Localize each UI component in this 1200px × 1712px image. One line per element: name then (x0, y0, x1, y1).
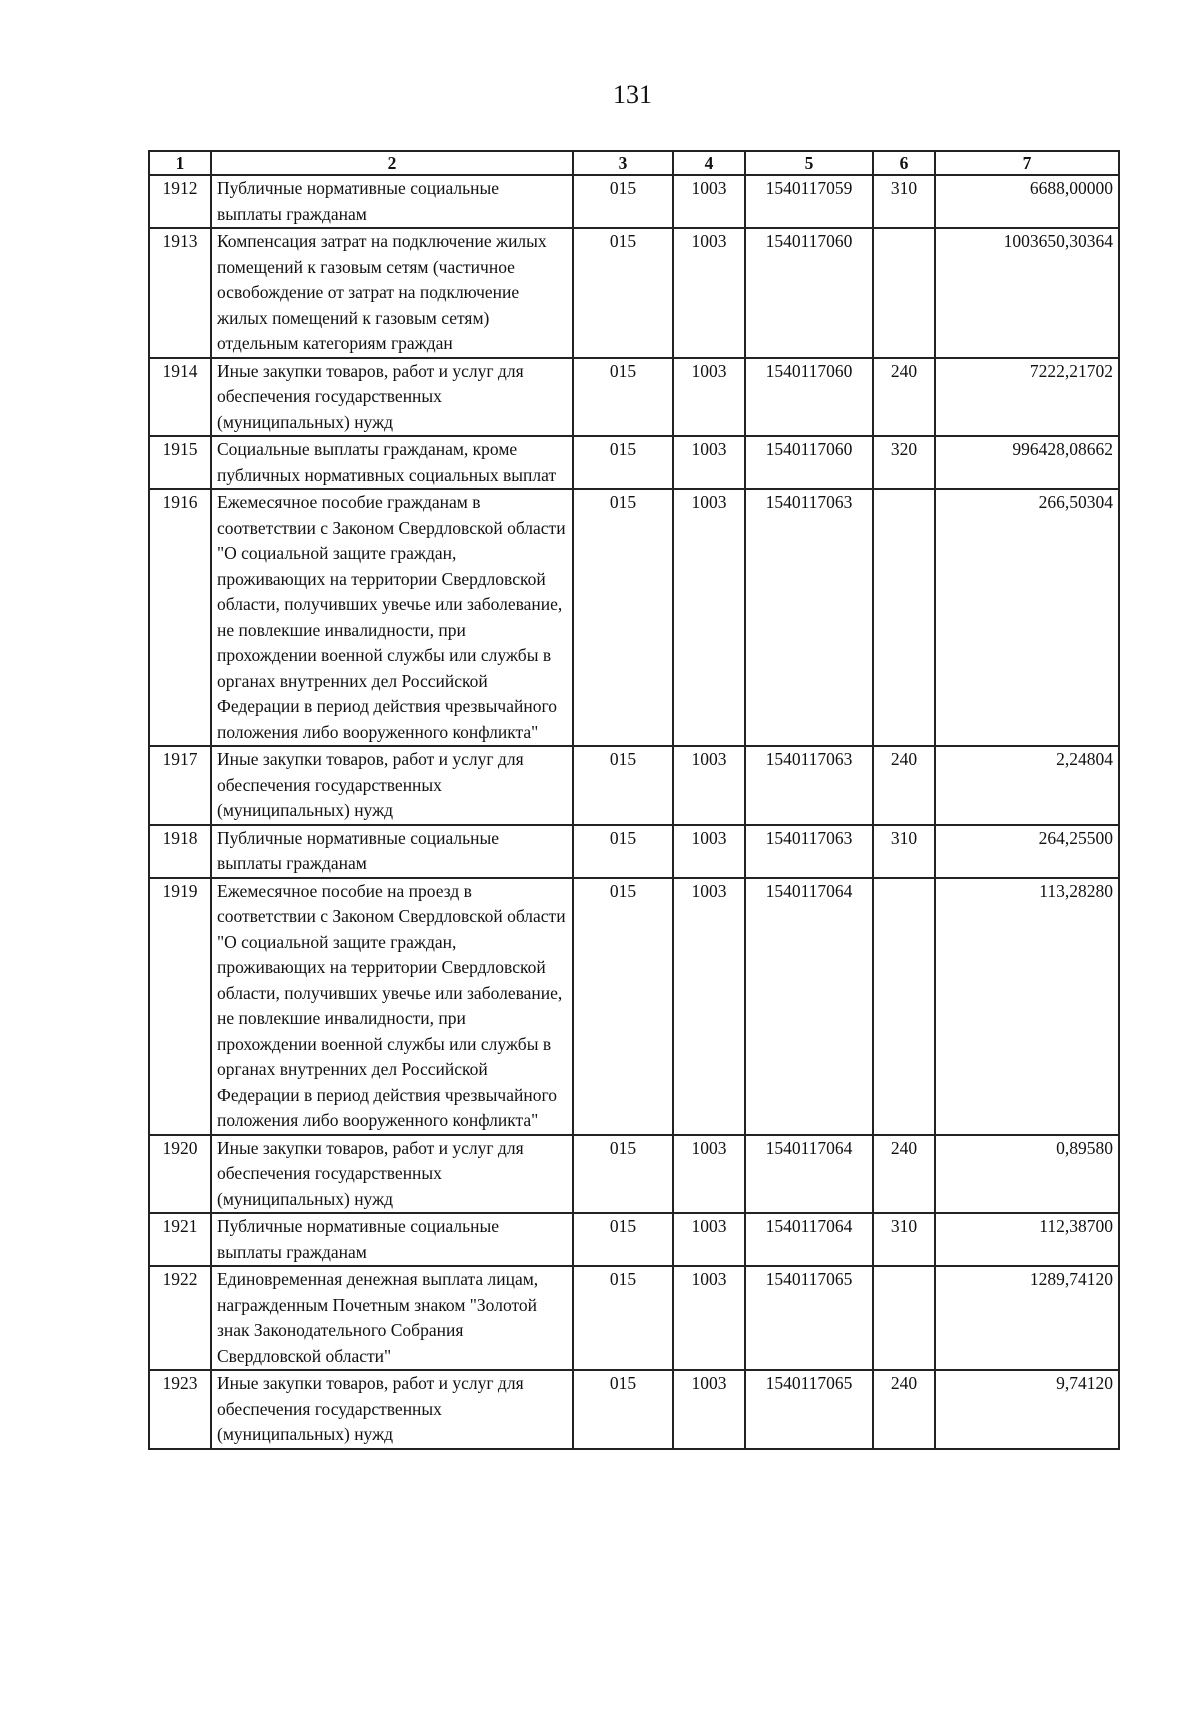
row-name: Ежемесячное пособие на проезд в соответствии с Законом Свердловской области "О социальной защите граждан, проживающих на территории Свердловской области, получивших увечье или заболевание, не повлекшие инвалидности, при прохождении военной службы или службы в органах внутренних дел Российской Федерации в период действия чрезвычайного положения либо вооруженного конфликта" (211, 878, 573, 1135)
row-amount: 2,24804 (935, 746, 1119, 825)
header-cell: 6 (873, 151, 935, 175)
row-code-6: 320 (873, 436, 935, 489)
row-code-4: 1003 (673, 228, 745, 358)
row-code-3: 015 (573, 1266, 673, 1370)
row-code-6 (873, 489, 935, 746)
row-number: 1919 (149, 878, 211, 1135)
row-code-5: 1540117059 (745, 175, 873, 228)
header-cell: 1 (149, 151, 211, 175)
row-code-4: 1003 (673, 1266, 745, 1370)
header-cell: 3 (573, 151, 673, 175)
row-amount: 6688,00000 (935, 175, 1119, 228)
header-cell: 4 (673, 151, 745, 175)
row-code-3: 015 (573, 436, 673, 489)
row-code-4: 1003 (673, 489, 745, 746)
row-code-3: 015 (573, 489, 673, 746)
row-amount: 1003650,30364 (935, 228, 1119, 358)
header-cell: 7 (935, 151, 1119, 175)
table-row (149, 436, 1119, 489)
row-code-6 (873, 228, 935, 358)
table-row (149, 175, 1119, 228)
table-row (149, 228, 1119, 358)
row-code-5: 1540117060 (745, 436, 873, 489)
header-cell: 5 (745, 151, 873, 175)
row-code-4: 1003 (673, 1135, 745, 1214)
table-row (149, 878, 1119, 1135)
row-code-3: 015 (573, 1370, 673, 1449)
row-amount: 266,50304 (935, 489, 1119, 746)
row-code-5: 1540117065 (745, 1370, 873, 1449)
row-number: 1917 (149, 746, 211, 825)
row-code-5: 1540117064 (745, 1213, 873, 1266)
row-amount: 0,89580 (935, 1135, 1119, 1214)
row-code-6 (873, 1266, 935, 1370)
row-number: 1922 (149, 1266, 211, 1370)
row-name: Компенсация затрат на подключение жилых помещений к газовым сетям (частичное освобождение от затрат на подключение жилых помещений к газовым сетям) отдельным категориям граждан (211, 228, 573, 358)
row-name: Иные закупки товаров, работ и услуг для обеспечения государственных (муниципальных) нужд (211, 746, 573, 825)
row-amount: 9,74120 (935, 1370, 1119, 1449)
row-code-4: 1003 (673, 1370, 745, 1449)
row-number: 1913 (149, 228, 211, 358)
row-name: Социальные выплаты гражданам, кроме публичных нормативных социальных выплат (211, 436, 573, 489)
row-code-4: 1003 (673, 878, 745, 1135)
row-amount: 1289,74120 (935, 1266, 1119, 1370)
row-name: Ежемесячное пособие гражданам в соответствии с Законом Свердловской области "О социальной защите граждан, проживающих на территории Свердловской области, получивших увечье или заболевание, не повлекшие инвалидности, при прохождении военной службы или службы в органах внутренних дел Российской Федерации в период действия чрезвычайного положения либо вооруженного конфликта" (211, 489, 573, 746)
row-number: 1920 (149, 1135, 211, 1214)
row-amount: 113,28280 (935, 878, 1119, 1135)
row-amount: 112,38700 (935, 1213, 1119, 1266)
row-code-3: 015 (573, 175, 673, 228)
row-code-6 (873, 878, 935, 1135)
table-row (149, 1266, 1119, 1370)
header-cell: 2 (211, 151, 573, 175)
row-name: Публичные нормативные социальные выплаты гражданам (211, 175, 573, 228)
row-number: 1923 (149, 1370, 211, 1449)
row-code-6: 310 (873, 825, 935, 878)
row-code-3: 015 (573, 358, 673, 437)
row-name: Иные закупки товаров, работ и услуг для обеспечения государственных (муниципальных) нужд (211, 1370, 573, 1449)
row-code-6: 240 (873, 1370, 935, 1449)
row-code-5: 1540117060 (745, 228, 873, 358)
row-code-3: 015 (573, 1135, 673, 1214)
row-code-6: 240 (873, 746, 935, 825)
row-amount: 7222,21702 (935, 358, 1119, 437)
table-row (149, 1213, 1119, 1266)
row-code-3: 015 (573, 228, 673, 358)
row-code-6: 240 (873, 358, 935, 437)
row-name: Иные закупки товаров, работ и услуг для обеспечения государственных (муниципальных) нужд (211, 1135, 573, 1214)
table-row (149, 746, 1119, 825)
row-code-3: 015 (573, 1213, 673, 1266)
row-code-5: 1540117065 (745, 1266, 873, 1370)
header-row (149, 151, 1119, 175)
row-name: Публичные нормативные социальные выплаты гражданам (211, 1213, 573, 1266)
row-amount: 264,25500 (935, 825, 1119, 878)
row-code-4: 1003 (673, 175, 745, 228)
row-code-4: 1003 (673, 1213, 745, 1266)
row-number: 1912 (149, 175, 211, 228)
row-number: 1915 (149, 436, 211, 489)
row-code-5: 1540117060 (745, 358, 873, 437)
row-number: 1916 (149, 489, 211, 746)
row-code-3: 015 (573, 746, 673, 825)
row-code-5: 1540117063 (745, 489, 873, 746)
budget-table (148, 150, 1120, 1450)
row-name: Иные закупки товаров, работ и услуг для обеспечения государственных (муниципальных) нужд (211, 358, 573, 437)
row-code-6: 310 (873, 175, 935, 228)
row-code-5: 1540117063 (745, 825, 873, 878)
row-code-3: 015 (573, 825, 673, 878)
row-code-4: 1003 (673, 358, 745, 437)
table-row (149, 825, 1119, 878)
table-row (149, 358, 1119, 437)
row-code-5: 1540117064 (745, 878, 873, 1135)
row-code-5: 1540117064 (745, 1135, 873, 1214)
row-number: 1918 (149, 825, 211, 878)
row-number: 1914 (149, 358, 211, 437)
table-body (149, 175, 1119, 1449)
row-code-6: 310 (873, 1213, 935, 1266)
table-row (149, 1135, 1119, 1214)
row-amount: 996428,08662 (935, 436, 1119, 489)
row-code-4: 1003 (673, 825, 745, 878)
row-code-6: 240 (873, 1135, 935, 1214)
row-name: Публичные нормативные социальные выплаты гражданам (211, 825, 573, 878)
table-row (149, 1370, 1119, 1449)
table-row (149, 489, 1119, 746)
row-code-3: 015 (573, 878, 673, 1135)
row-number: 1921 (149, 1213, 211, 1266)
row-code-5: 1540117063 (745, 746, 873, 825)
page-number: 131 (613, 80, 652, 109)
row-code-4: 1003 (673, 746, 745, 825)
row-code-4: 1003 (673, 436, 745, 489)
row-name: Единовременная денежная выплата лицам, награжденным Почетным знаком "Золотой знак Законодательного Собрания Свердловской области" (211, 1266, 573, 1370)
